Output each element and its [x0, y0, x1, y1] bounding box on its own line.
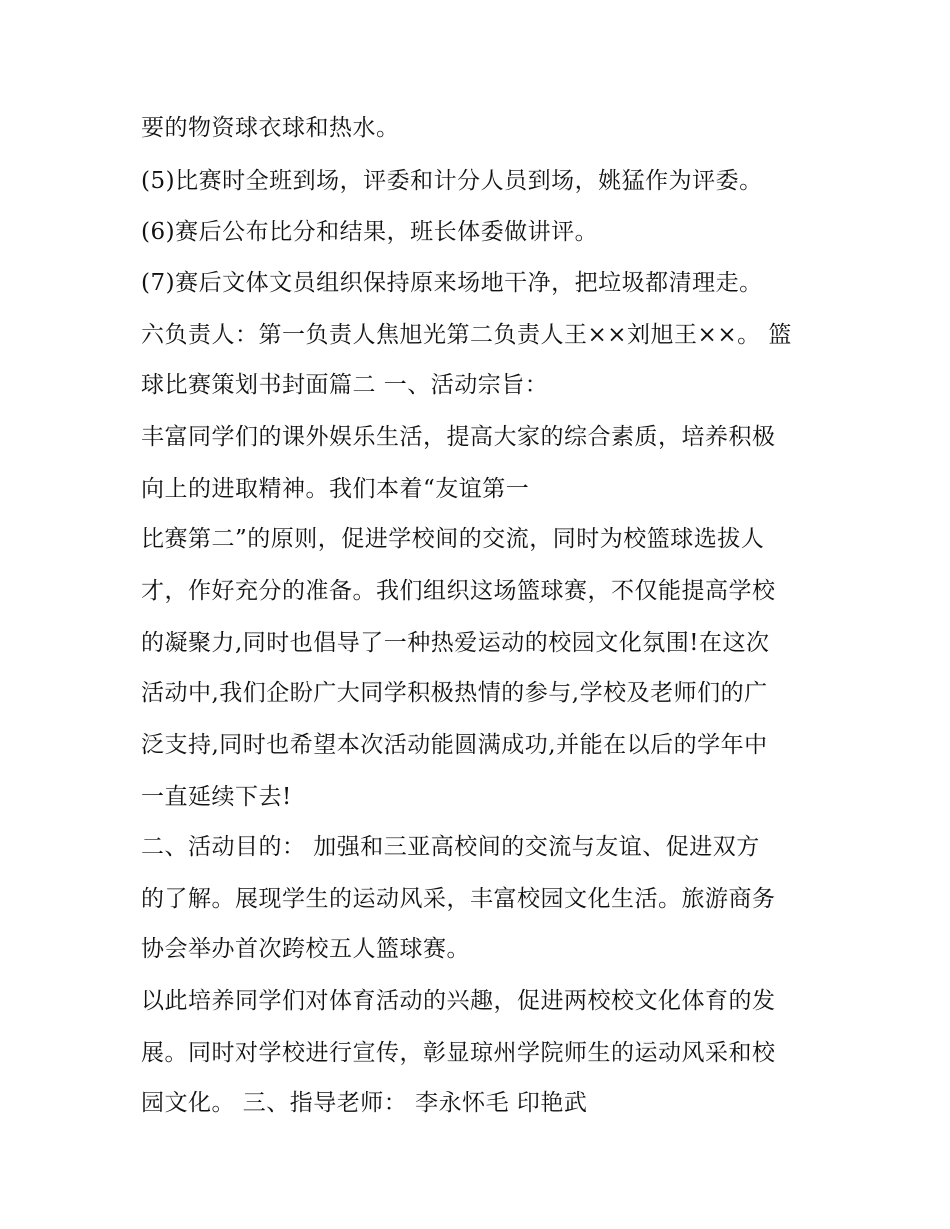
text-line: (6)赛后公布比分和结果，班长体委做讲评。 — [141, 219, 599, 245]
text-line: (7)赛后文体文员组织保持原来场地干净，把垃圾都清理走。 — [141, 270, 763, 296]
text-line: 比赛第二”的原则，促进学校间的交流，同时为校篮球选拔人 — [141, 526, 765, 552]
text-line: 园文化。 三、指导老师： 李永怀毛 印艳武 — [141, 1090, 588, 1116]
text-line: 的凝聚力,同时也倡导了一种热爱运动的校园文化氛围!在这次 — [141, 630, 770, 656]
text-line: 一直延续下去! — [141, 784, 292, 810]
text-line: 才，作好充分的准备。我们组织这场篮球赛，不仅能提高学校 — [141, 578, 776, 604]
text-line: 的了解。展现学生的运动风采，丰富校园文化生活。旅游商务 — [141, 886, 776, 912]
text-line: 活动中,我们企盼广大同学积极热情的参与,学校及老师们的广 — [141, 680, 768, 706]
text-line: 球比赛策划书封面篇二 一、活动宗旨： — [141, 372, 549, 398]
text-line: 协会举办首次跨校五人篮球赛。 — [141, 936, 470, 962]
text-line: (5)比赛时全班到场，评委和计分人员到场，姚猛作为评委。 — [141, 168, 763, 194]
text-line: 展。同时对学校进行宣传，彰显琼州学院师生的运动风采和校 — [141, 1040, 776, 1066]
text-line: 丰富同学们的课外娱乐生活，提高大家的综合素质，培养积极 — [141, 424, 776, 450]
text-line: 泛支持,同时也希望本次活动能圆满成功,并能在以后的学年中 — [141, 732, 768, 758]
text-line: 二、活动目的： 加强和三亚高校间的交流与友谊、促进双方 — [141, 834, 760, 860]
text-line: 向上的进取精神。我们本着“友谊第一 — [141, 476, 530, 502]
text-line: 六负责人：第一负责人焦旭光第二负责人王××刘旭王××。 篮 — [141, 322, 792, 348]
text-line: 要的物资球衣球和热水。 — [141, 115, 400, 141]
text-line: 以此培养同学们对体育活动的兴趣，促进两校校文化体育的发 — [141, 988, 776, 1014]
